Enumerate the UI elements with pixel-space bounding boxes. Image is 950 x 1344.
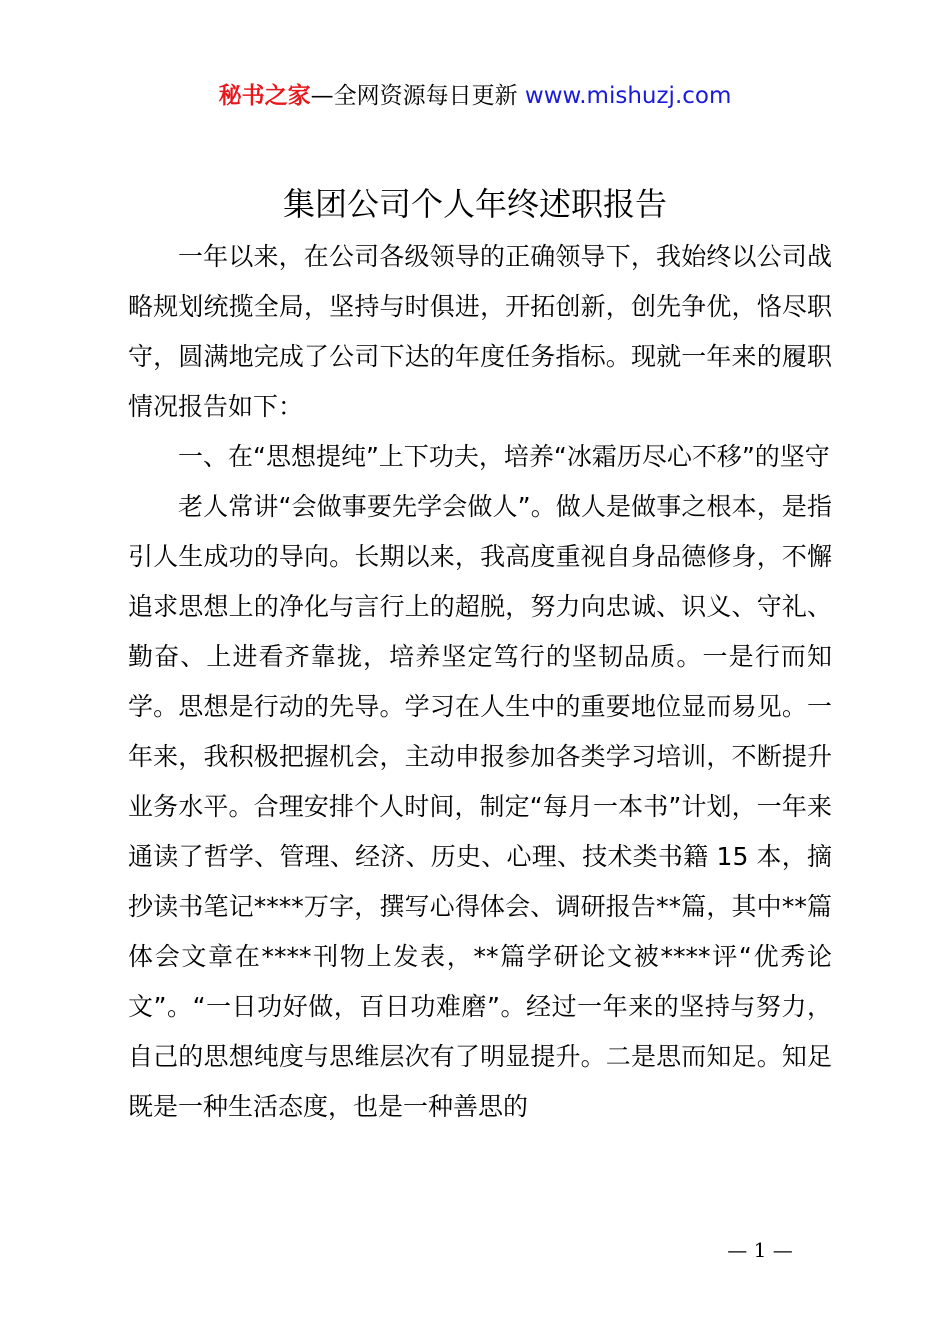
document-title: 集团公司个人年终述职报告 xyxy=(282,185,667,223)
section-heading: 一、在“思想提纯”上下功夫，培养“冰霜历尽心不移”的坚守 xyxy=(178,442,830,471)
site-tagline: —全网资源每日更新 xyxy=(310,83,518,109)
site-brand: 秘书之家 xyxy=(218,83,311,109)
document-body xyxy=(128,232,832,1132)
intro-paragraph: 一年以来，在公司各级领导的正确领导下，我始终以公司战略规划统揽全局，坚持与时俱进，开拓创新，创先争优，恪尽职守，圆满地完成了公司下达的年度任务指标。现就一年来的履职情况报告如下： xyxy=(128,242,832,421)
page-number: — 1 — xyxy=(727,1238,793,1262)
site-url[interactable]: www.mishuzj.com xyxy=(524,83,732,109)
site-header xyxy=(0,78,950,114)
body-paragraph: 老人常讲“会做事要先学会做人”。做人是做事之根本，是指引人生成功的导向。长期以来，我高度重视自身品德修身，不懈追求思想上的净化与言行上的超脱，努力向忠诚、识义、守礼、勤奋、上进看齐靠拢，培养坚定笃行的坚韧品质。一是行而知学。思想是行动的先导。学习在人生中的重要地位显而易见。一年来，我积极把握机会，主动申报参加各类学习培训，不断提升业务水平。合理安排个人时间，制定“每月一本书”计划，一年来通读了哲学、管理、经济、历史、心理、技术类书籍 15 本，摘抄读书笔记****万字，撰写心得体会、调研报告**篇，其中**篇体会文章在****刊物上发表，**篇学研论文被****评“优秀论文”。“一日功好做，百日功难磨”。经过一年来的坚持与努力，自己的思想纯度与思维层次有了明显提升。二是思而知足。知足既是一种生活态度，也是一种善思的 xyxy=(128,492,832,1121)
